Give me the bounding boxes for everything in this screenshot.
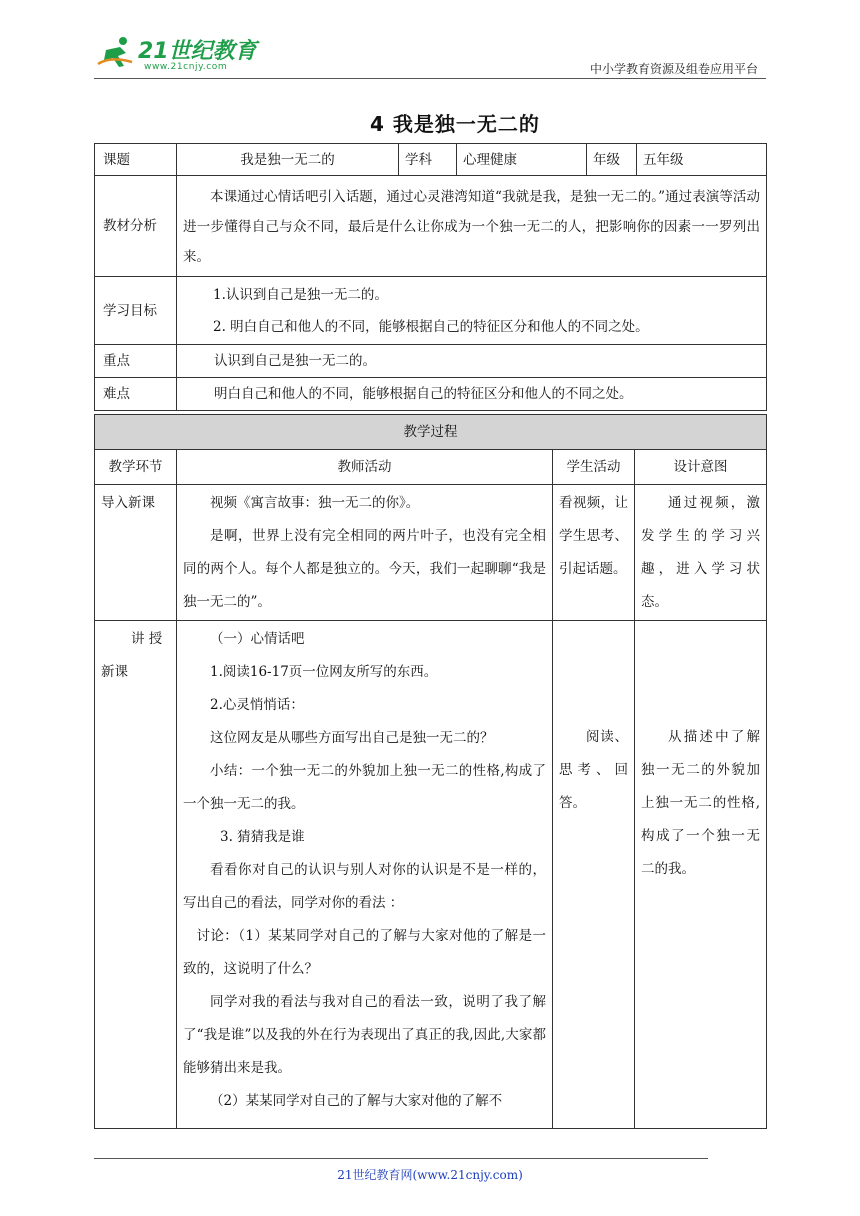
teacher-activity: 是啊，世界上没有完全相同的两片叶子，也没有完全相同的两个人。每个人都是独立的。今天，我们一起聊聊“我是独一无二的”。 (183, 528, 546, 610)
teacher-activity: 看看你对自己的认识与别人对你的认识是不是一样的，写出自己的看法，同学对你的看法 ： (183, 862, 546, 911)
teacher-activity: 讨论：（1）某某同学对自己的了解与大家对他的了解是一致的，这说明了什么？ (183, 928, 546, 977)
stage-label: 导入新课 (101, 495, 155, 511)
analysis-label: 教材分析 (95, 176, 177, 277)
course-label: 课题 (95, 144, 177, 176)
goal-item: 2. 明白自己和他人的不同，能够根据自己的特征区分和他人的不同之处。 (213, 318, 649, 335)
column-header: 教师活动 (177, 450, 553, 485)
logo-url: www.21cnjy.com (144, 62, 228, 72)
column-header: 学生活动 (553, 450, 635, 485)
teacher-activity: （一）心情话吧 (210, 631, 305, 647)
lesson-info-table (94, 143, 767, 411)
goal-item: 1.认识到自己是独一无二的。 (213, 286, 388, 303)
grade-label: 年级 (587, 144, 637, 176)
design-intent: 从描述中了解独一无二的外貌加上独一无二的性格,构成了一个独一无二的我。 (641, 729, 760, 877)
teacher-activity: 3. 猜猜我是谁 (220, 829, 305, 845)
difficulty-text: 明白自己和他人的不同，能够根据自己的特征区分和他人的不同之处。 (214, 386, 633, 402)
teacher-activity: 同学对我的看法与我对自己的看法一致，说明了我了解了“我是谁”以及我的外在行为表现出了真正的我,因此,大家都能够猜出来是我。 (183, 994, 546, 1076)
stage-label: 讲 授 (131, 631, 163, 647)
student-activity: 阅读、思考、回答。 (559, 729, 628, 811)
header-divider (94, 78, 766, 79)
key-point-label: 重点 (95, 345, 177, 378)
table-row (95, 621, 767, 1129)
document-title: 4 我是独一无二的 (370, 112, 540, 136)
teacher-activity: 这位网友是从哪些方面写出自己是独一无二的？ (210, 730, 494, 746)
key-point-text: 认识到自己是独一无二的。 (214, 353, 376, 369)
platform-name: 中小学教育资源及组卷应用平台 (589, 62, 758, 76)
column-header: 设计意图 (635, 450, 767, 485)
subject-value: 心理健康 (457, 144, 587, 176)
analysis-text: 本课通过心情话吧引入话题，通过心灵港湾知道“我就是我，是独一无二的。”通过表演等活动进一步懂得自己与众不同，最后是什么让你成为一个独一无二的人，把影响你的因素一一罗列出来。 (183, 189, 760, 265)
footer-link[interactable]: 21世纪教育网(www.21cnjy.com) (337, 1168, 523, 1182)
subject-label: 学科 (399, 144, 457, 176)
teacher-activity: 2.心灵悄悄话： (210, 697, 304, 713)
design-intent: 通过视频，激发学生的学习兴趣，进入学习状态。 (641, 495, 760, 610)
goals-label: 学习目标 (95, 277, 177, 345)
table-row (95, 485, 767, 621)
runner-logo-icon (96, 36, 136, 70)
process-heading: 教学过程 (95, 415, 767, 450)
teacher-activity: 1.阅读16-17页一位网友所写的东西。 (210, 664, 438, 680)
grade-value: 五年级 (637, 144, 767, 176)
site-logo[interactable] (94, 32, 264, 78)
teacher-activity: 小结：一个独一无二的外貌加上独一无二的性格,构成了一个独一无二的我。 (183, 763, 546, 812)
teacher-activity: 视频《寓言故事：独一无二的你》。 (210, 495, 420, 511)
page-header (94, 32, 766, 78)
stage-label: 新课 (101, 664, 128, 680)
footer-divider (94, 1158, 708, 1159)
course-value: 我是独一无二的 (177, 144, 399, 176)
difficulty-label: 难点 (95, 378, 177, 411)
student-activity: 看视频，让学生思考、引起话题。 (559, 495, 628, 577)
teacher-activity: （2）某某同学对自己的了解与大家对他的了解不 (210, 1093, 503, 1109)
teaching-process-table (94, 414, 767, 1129)
column-header: 教学环节 (95, 450, 177, 485)
logo-text: 21世纪教育 (138, 39, 257, 64)
